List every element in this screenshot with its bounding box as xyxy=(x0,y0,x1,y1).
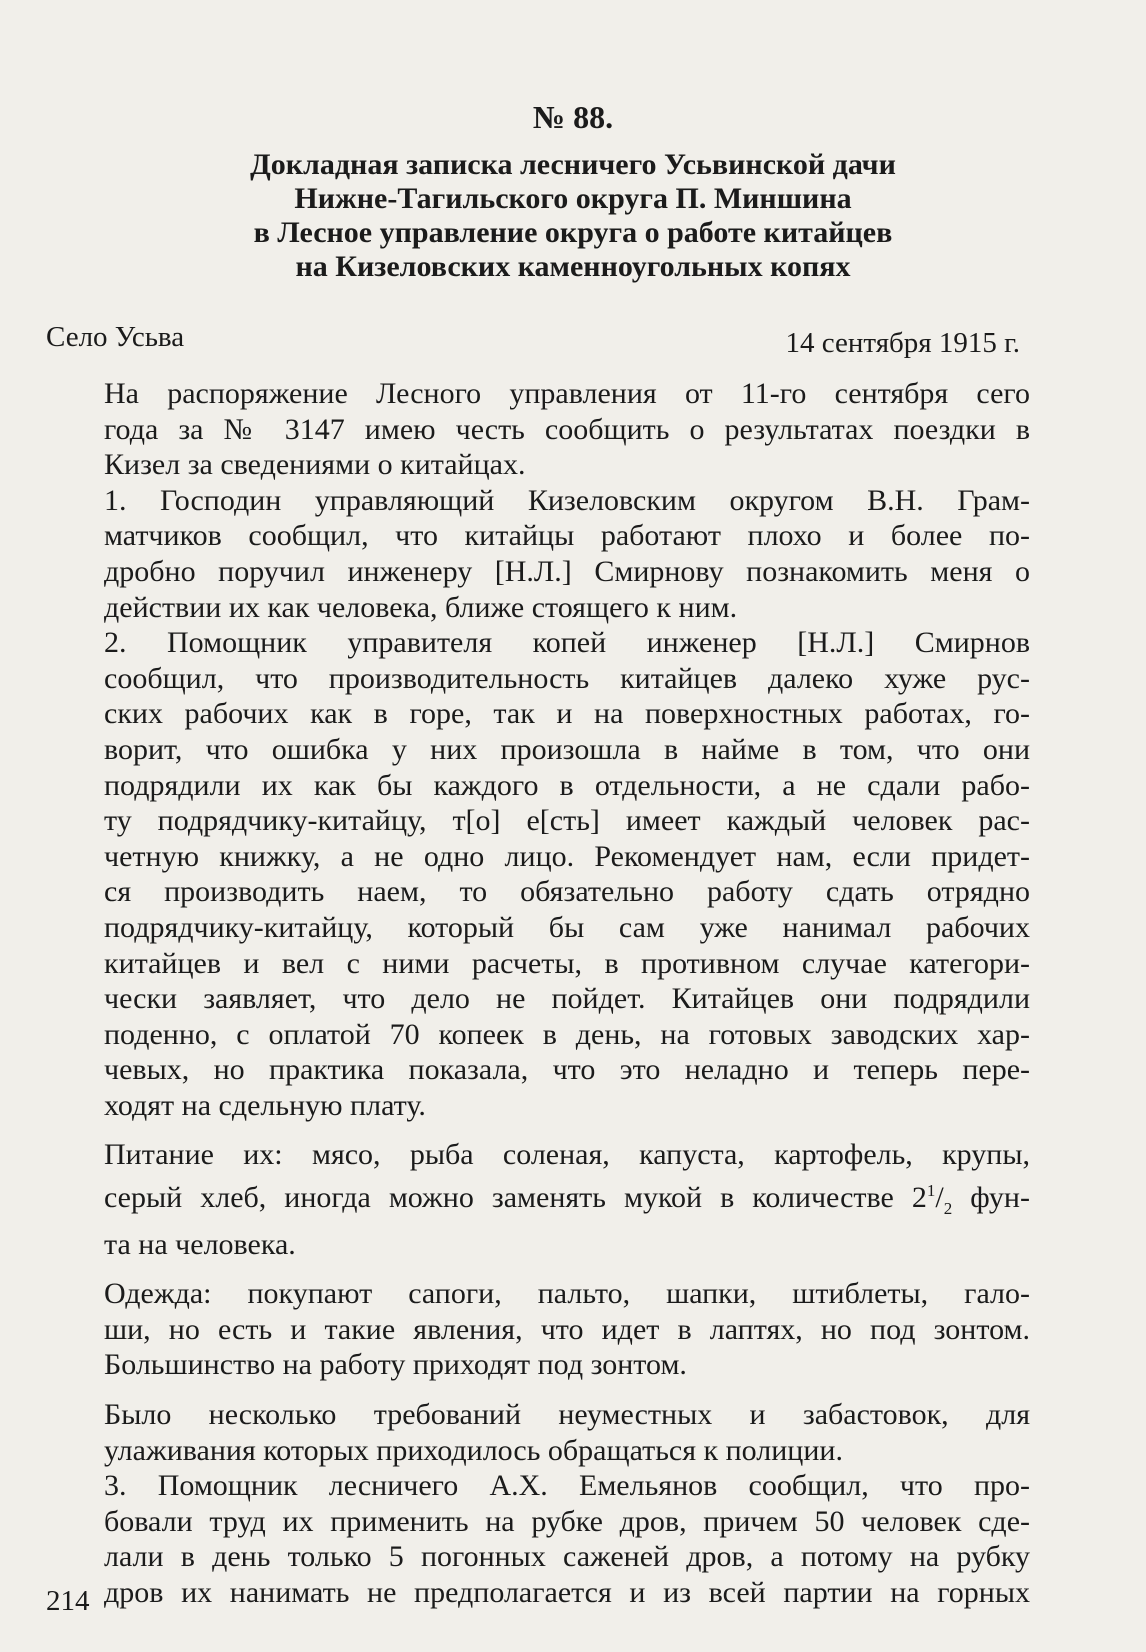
title-line: Нижне-Тагильского округа П. Миншина xyxy=(294,182,852,215)
title-line: в Лесное управление округа о работе китайцев xyxy=(253,216,893,249)
text-line: чевых, но практика показала, что это неладно и теперь пере- xyxy=(104,1053,1030,1087)
paragraph-request xyxy=(46,376,1030,483)
title-line: Докладная записка лесничего Усьвинской дачи xyxy=(250,148,896,181)
text-line: чески заявляет, что дело не пойдет. Китайцев они подрядили xyxy=(104,982,1030,1016)
paragraph-item-2 xyxy=(46,625,1030,1123)
paragraph-clothing xyxy=(46,1276,1030,1383)
text-line: матчиков сообщил, что китайцы работают плохо и более по- xyxy=(104,519,1030,553)
text-line: ту подрядчику-китайцу, т[о] е[сть] имеет каждый человек рас- xyxy=(104,804,1030,838)
document-body xyxy=(46,376,1030,1611)
text-line: года за № 3147 имею честь сообщить о результатах поездки в xyxy=(104,412,1030,446)
text-line: Было несколько требований неуместных и забастовок, для xyxy=(104,1398,1030,1432)
paragraph-food xyxy=(46,1137,1030,1262)
text-line: улаживания которых приходилось обращаться к полиции. xyxy=(104,1433,843,1467)
text-line: На распоряжение Лесного управления от 11-го сентября сего xyxy=(104,377,1030,410)
paragraph-item-3 xyxy=(46,1468,1030,1610)
paragraph-strikes xyxy=(46,1397,1030,1468)
text-line: дробно поручил инженеру [Н.Л.] Смирнову познакомить меня о xyxy=(104,554,1030,588)
document-title xyxy=(150,148,996,284)
text-line: сообщил, что производительность китайцев далеко хуже рус- xyxy=(104,661,1030,695)
text-line: Большинство на работу приходят под зонтом. xyxy=(104,1348,687,1382)
text-line: та на человека. xyxy=(104,1227,296,1261)
text-line: четную книжку, а не одно лицо. Рекомендует нам, если придет- xyxy=(104,839,1030,873)
text-line: ся производить наем, то обязательно работу сдать отрядно xyxy=(104,875,1030,909)
fraction-numerator: 1 xyxy=(926,1181,936,1201)
text-line: 2. Помощник управителя копей инженер [Н.Л.] Смирнов xyxy=(104,626,1030,660)
text-line: Питание их: мясо, рыба соленая, капуста, картофель, крупы, xyxy=(104,1138,1030,1172)
text-line: дров их нанимать не предполагается и из всей партии на горных xyxy=(104,1576,1030,1609)
text-line: бовали труд их применить на рубке дров, причем 50 человек сде- xyxy=(104,1504,1030,1538)
text-line: ходят на сдельную плату. xyxy=(104,1088,426,1122)
document-date: 14 сентября 1915 г. xyxy=(785,327,1020,359)
text-line: поденно, с оплатой 70 копеек в день, на готовых заводских хар- xyxy=(104,1017,1030,1051)
text-line: 1. Господин управляющий Кизеловским округом В.Н. Грам- xyxy=(104,483,1030,517)
text-fragment: серый хлеб, иногда можно заменять мукой в количестве 2 xyxy=(104,1181,927,1215)
text-line: лали в день только 5 погонных саженей дров, а потому на рубку xyxy=(104,1540,1030,1574)
text-line: ворит, что ошибка у них произошла в найме в том, что они xyxy=(104,732,1030,766)
text-line: подрядчику-китайцу, который бы сам уже нанимал рабочих xyxy=(104,910,1030,944)
text-line: ских рабочих как в горе, так и на поверхностных работах, го- xyxy=(104,697,1030,731)
text-line: Кизел за сведениями о китайцах. xyxy=(104,448,526,482)
text-line: китайцев и вел с ними расчеты, в противном случае категори- xyxy=(104,946,1030,980)
text-line: 3. Помощник лесничего А.Х. Емельянов сообщил, что про- xyxy=(104,1469,1030,1503)
text-line: серый хлеб, иногда можно заменять мукой в количестве $2^1/_2$ фун- xyxy=(104,1181,1030,1219)
paragraph-item-1 xyxy=(46,483,1030,625)
fraction-denominator: 2 xyxy=(943,1199,953,1219)
text-fragment: фун- xyxy=(952,1181,1030,1215)
text-line: Одежда: покупают сапоги, пальто, шапки, штиблеты, гало- xyxy=(104,1277,1030,1311)
text-line: подрядили их как бы каждого в отдельности, а не сдали рабо- xyxy=(104,768,1030,802)
document-place: Село Усьва xyxy=(46,321,185,353)
page-number: 214 xyxy=(46,1585,90,1617)
title-line: на Кизеловских каменноугольных копях xyxy=(295,250,851,283)
document-number: № 88. xyxy=(532,99,614,135)
text-line: ши, но есть и такие явления, что идет в лаптях, но под зонтом. xyxy=(104,1312,1030,1346)
text-line: действии их как человека, ближе стоящего к ним. xyxy=(104,590,738,624)
